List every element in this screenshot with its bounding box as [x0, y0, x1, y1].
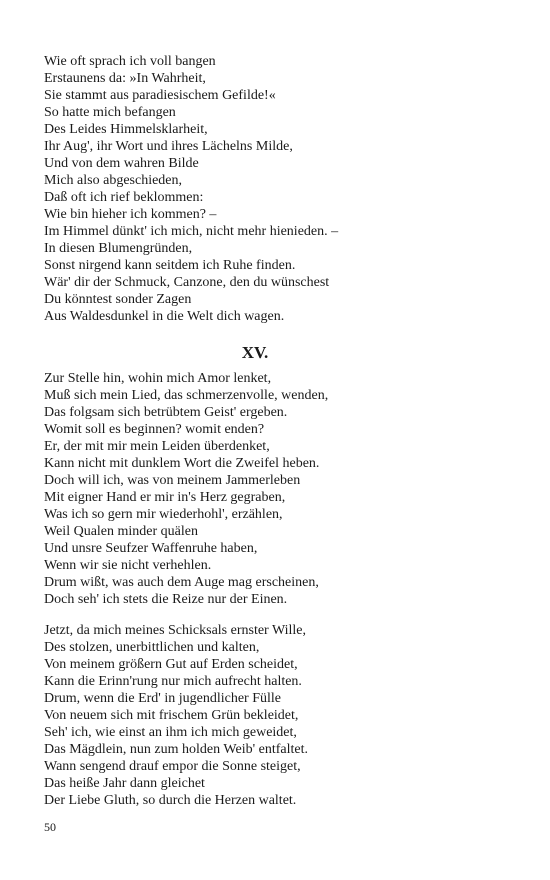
poem-line: Aus Waldesdunkel in die Welt dich wagen. — [44, 309, 285, 324]
poem-line: Jetzt, da mich meines Schicksals ernster Wille, — [44, 623, 306, 638]
section-heading: XV. — [241, 343, 269, 362]
poem-line: Daß oft ich rief beklommen: — [44, 190, 204, 205]
poem-line: Wie bin hieher ich kommen? – — [44, 207, 217, 222]
poem-line: Das folgsam sich betrübtem Geist' ergeben. — [44, 405, 288, 420]
poem-line: Doch will ich, was von meinem Jammerleben — [44, 473, 301, 488]
poem-line: Sie stammt aus paradiesischem Gefilde!« — [44, 88, 276, 103]
poem-line: Wär' dir der Schmuck, Canzone, den du wünschest — [44, 275, 330, 290]
poem-line: Von meinem größern Gut auf Erden scheidet, — [44, 657, 298, 672]
poem-line: Drum, wenn die Erd' in jugendlicher Fülle — [44, 691, 281, 706]
poem-line: Und unsre Seufzer Waffenruhe haben, — [44, 541, 258, 556]
poem-stanza — [44, 370, 328, 608]
poem-line: Was ich so gern mir wiederhohl', erzählen, — [44, 507, 283, 522]
poem-line: Mich also abgeschieden, — [44, 173, 183, 188]
poem-line: Das heiße Jahr dann gleichet — [44, 776, 205, 791]
poem-line: Des stolzen, unerbittlichen und kalten, — [44, 640, 260, 655]
poem-stanza — [44, 622, 308, 809]
poem-line: Der Liebe Gluth, so durch die Herzen waltet. — [44, 793, 297, 808]
poem-line: Wie oft sprach ich voll bangen — [44, 54, 216, 69]
poem-line: In diesen Blumengründen, — [44, 241, 193, 256]
poem-line: Wann sengend drauf empor die Sonne steiget, — [44, 759, 301, 774]
poem-line: Mit eigner Hand er mir in's Herz gegraben, — [44, 490, 286, 505]
poem-line: Womit soll es beginnen? womit enden? — [44, 422, 265, 437]
poem-line: Kann die Erinn'rung nur mich aufrecht halten. — [44, 674, 302, 689]
poem-line: Er, der mit mir mein Leiden überdenket, — [44, 439, 270, 454]
poem-line: Und von dem wahren Bilde — [44, 156, 199, 171]
poem-line: Sonst nirgend kann seitdem ich Ruhe finden. — [44, 258, 296, 273]
poem-line: Erstaunens da: »In Wahrheit, — [44, 71, 206, 86]
poem-line: Zur Stelle hin, wohin mich Amor lenket, — [44, 371, 272, 386]
poem-line: Wenn wir sie nicht verhehlen. — [44, 558, 212, 573]
page-number: 50 — [44, 820, 56, 834]
poem-line: Weil Qualen minder quälen — [44, 524, 198, 539]
poem-line: Ihr Aug', ihr Wort und ihres Lächelns Milde, — [44, 139, 293, 154]
poem-line: So hatte mich befangen — [44, 105, 176, 120]
poem-line: Im Himmel dünkt' ich mich, nicht mehr hienieden. – — [44, 224, 339, 239]
poem-line: Das Mägdlein, nun zum holden Weib' entfaltet. — [44, 742, 308, 757]
poem-line: Seh' ich, wie einst an ihm ich mich geweidet, — [44, 725, 297, 740]
poem-stanza — [44, 53, 338, 325]
poem-line: Muß sich mein Lied, das schmerzenvolle, wenden, — [44, 388, 329, 403]
poem-line: Du könntest sonder Zagen — [44, 292, 192, 307]
poem-line: Von neuem sich mit frischem Grün bekleidet, — [44, 708, 299, 723]
poem-line: Kann nicht mit dunklem Wort die Zweifel heben. — [44, 456, 320, 471]
poem-line: Des Leides Himmelsklarheit, — [44, 122, 208, 137]
poem-line: Drum wißt, was auch dem Auge mag erscheinen, — [44, 575, 319, 590]
poem-line: Doch seh' ich stets die Reize nur der Einen. — [44, 592, 288, 607]
